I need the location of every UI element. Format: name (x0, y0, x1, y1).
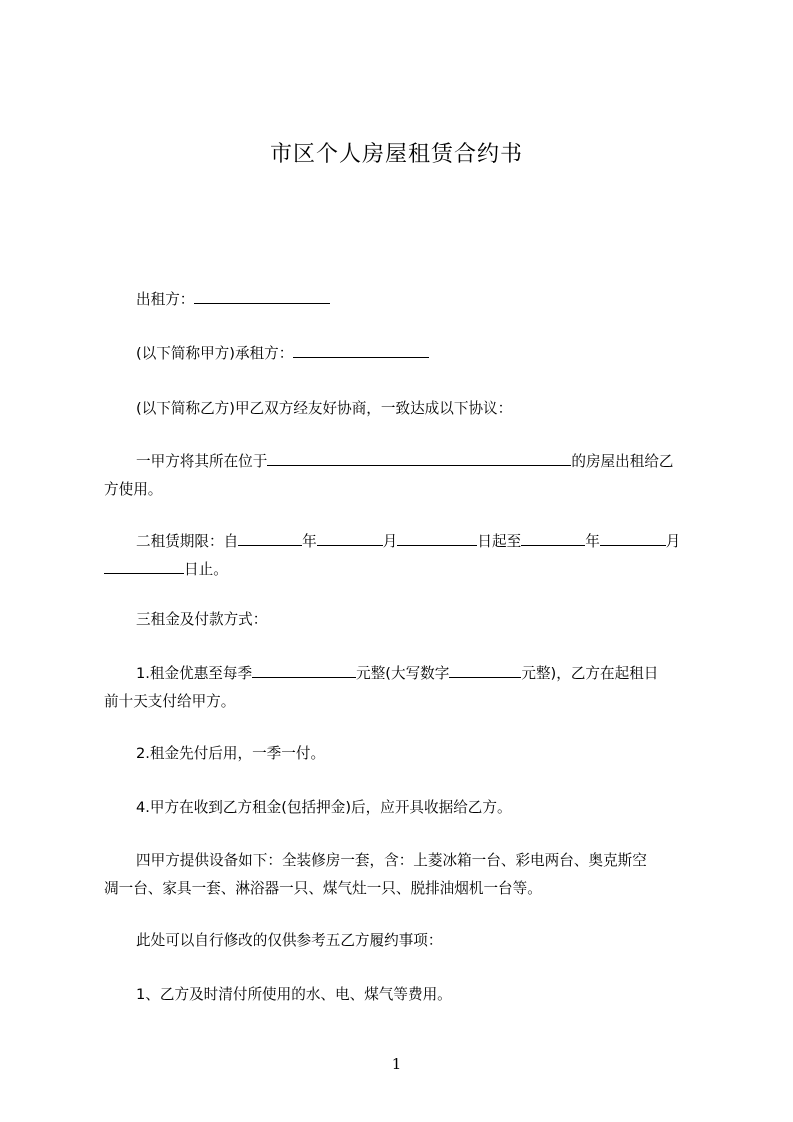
lessor-line (104, 286, 704, 314)
clause-3-heading (104, 606, 704, 634)
rent-amount-blank-a[interactable] (252, 661, 324, 678)
tenant-line (104, 340, 704, 368)
end-month-blank[interactable] (600, 529, 666, 546)
start-day-blank[interactable] (397, 529, 477, 546)
clause-1-prefix: 一甲方将其所在位于 (136, 453, 268, 470)
clause-3-item-1-prefix: 1.租金优惠至每季 (136, 665, 253, 682)
rent-amount-blank-b[interactable] (324, 661, 356, 678)
clause-3-item-2 (104, 740, 704, 768)
clause-5-heading-text: 此处可以自行修改的仅供参考五乙方履约事项： (136, 932, 443, 949)
clause-1-line2: 方使用。 (104, 481, 163, 498)
clause-2-month1: 月 (382, 533, 398, 550)
clause-4-line1: 四甲方提供设备如下：全装修房一套，含：上菱冰箱一台、彩电两台、奥克斯空 (136, 852, 647, 869)
lessor-blank[interactable] (194, 287, 330, 304)
tenant-blank[interactable] (293, 341, 429, 358)
clause-3-item-1-mid: 元整(大写数字 (356, 665, 450, 682)
clause-5-item-1 (104, 981, 704, 1009)
clause-3-item-4-text: 4.甲方在收到乙方租金(包括押金)后，应开具收据给乙方。 (136, 799, 512, 816)
document-title: 市区个人房屋租赁合约书 (269, 142, 523, 167)
clause-3-item-4 (104, 794, 704, 822)
clause-3-item-2-text: 2.租金先付后用，一季一付。 (136, 745, 326, 762)
clause-3-heading-text: 三租金及付款方式： (136, 611, 268, 628)
clause-2-day-from: 日起至 (477, 533, 522, 550)
agreement-intro-text: (以下简称乙方)甲乙双方经友好协商，一致达成以下协议： (136, 400, 513, 417)
clause-3-item-1-suffix: 元整)，乙方在起租日 (521, 665, 659, 682)
start-year-blank[interactable] (238, 529, 302, 546)
rent-capital-blank[interactable] (449, 661, 521, 678)
agreement-intro (104, 395, 704, 423)
clause-5-heading (104, 927, 704, 955)
clause-4 (104, 847, 704, 903)
clause-2-year2: 年 (585, 533, 600, 550)
clause-3-item-1 (104, 660, 704, 716)
clause-4-line2: 凋一台、家具一套、淋浴器一只、煤气灶一只、脱排油烟机一台等。 (104, 880, 542, 897)
end-year-blank[interactable] (521, 529, 585, 546)
address-blank-b[interactable] (355, 449, 571, 466)
lessor-label: 出租方： (136, 291, 195, 308)
clause-5-item-1-text: 1、乙方及时清付所使用的水、电、煤气等费用。 (136, 986, 452, 1003)
clause-1 (104, 448, 704, 504)
start-month-blank[interactable] (317, 529, 383, 546)
tenant-label: (以下简称甲方)承租方： (136, 345, 294, 362)
clause-2-month2: 月 (665, 533, 681, 550)
clause-2-year1: 年 (302, 533, 317, 550)
clause-1-suffix: 的房屋出租给乙 (571, 453, 674, 470)
page-number: 1 (391, 1055, 402, 1073)
clause-2 (104, 528, 704, 584)
clause-3-item-1-line2: 前十天支付给甲方。 (104, 693, 236, 710)
address-blank-a[interactable] (267, 449, 355, 466)
clause-2-prefix: 二租赁期限：自 (136, 533, 239, 550)
clause-2-end: 日止。 (184, 561, 228, 578)
end-day-blank[interactable] (104, 557, 184, 574)
